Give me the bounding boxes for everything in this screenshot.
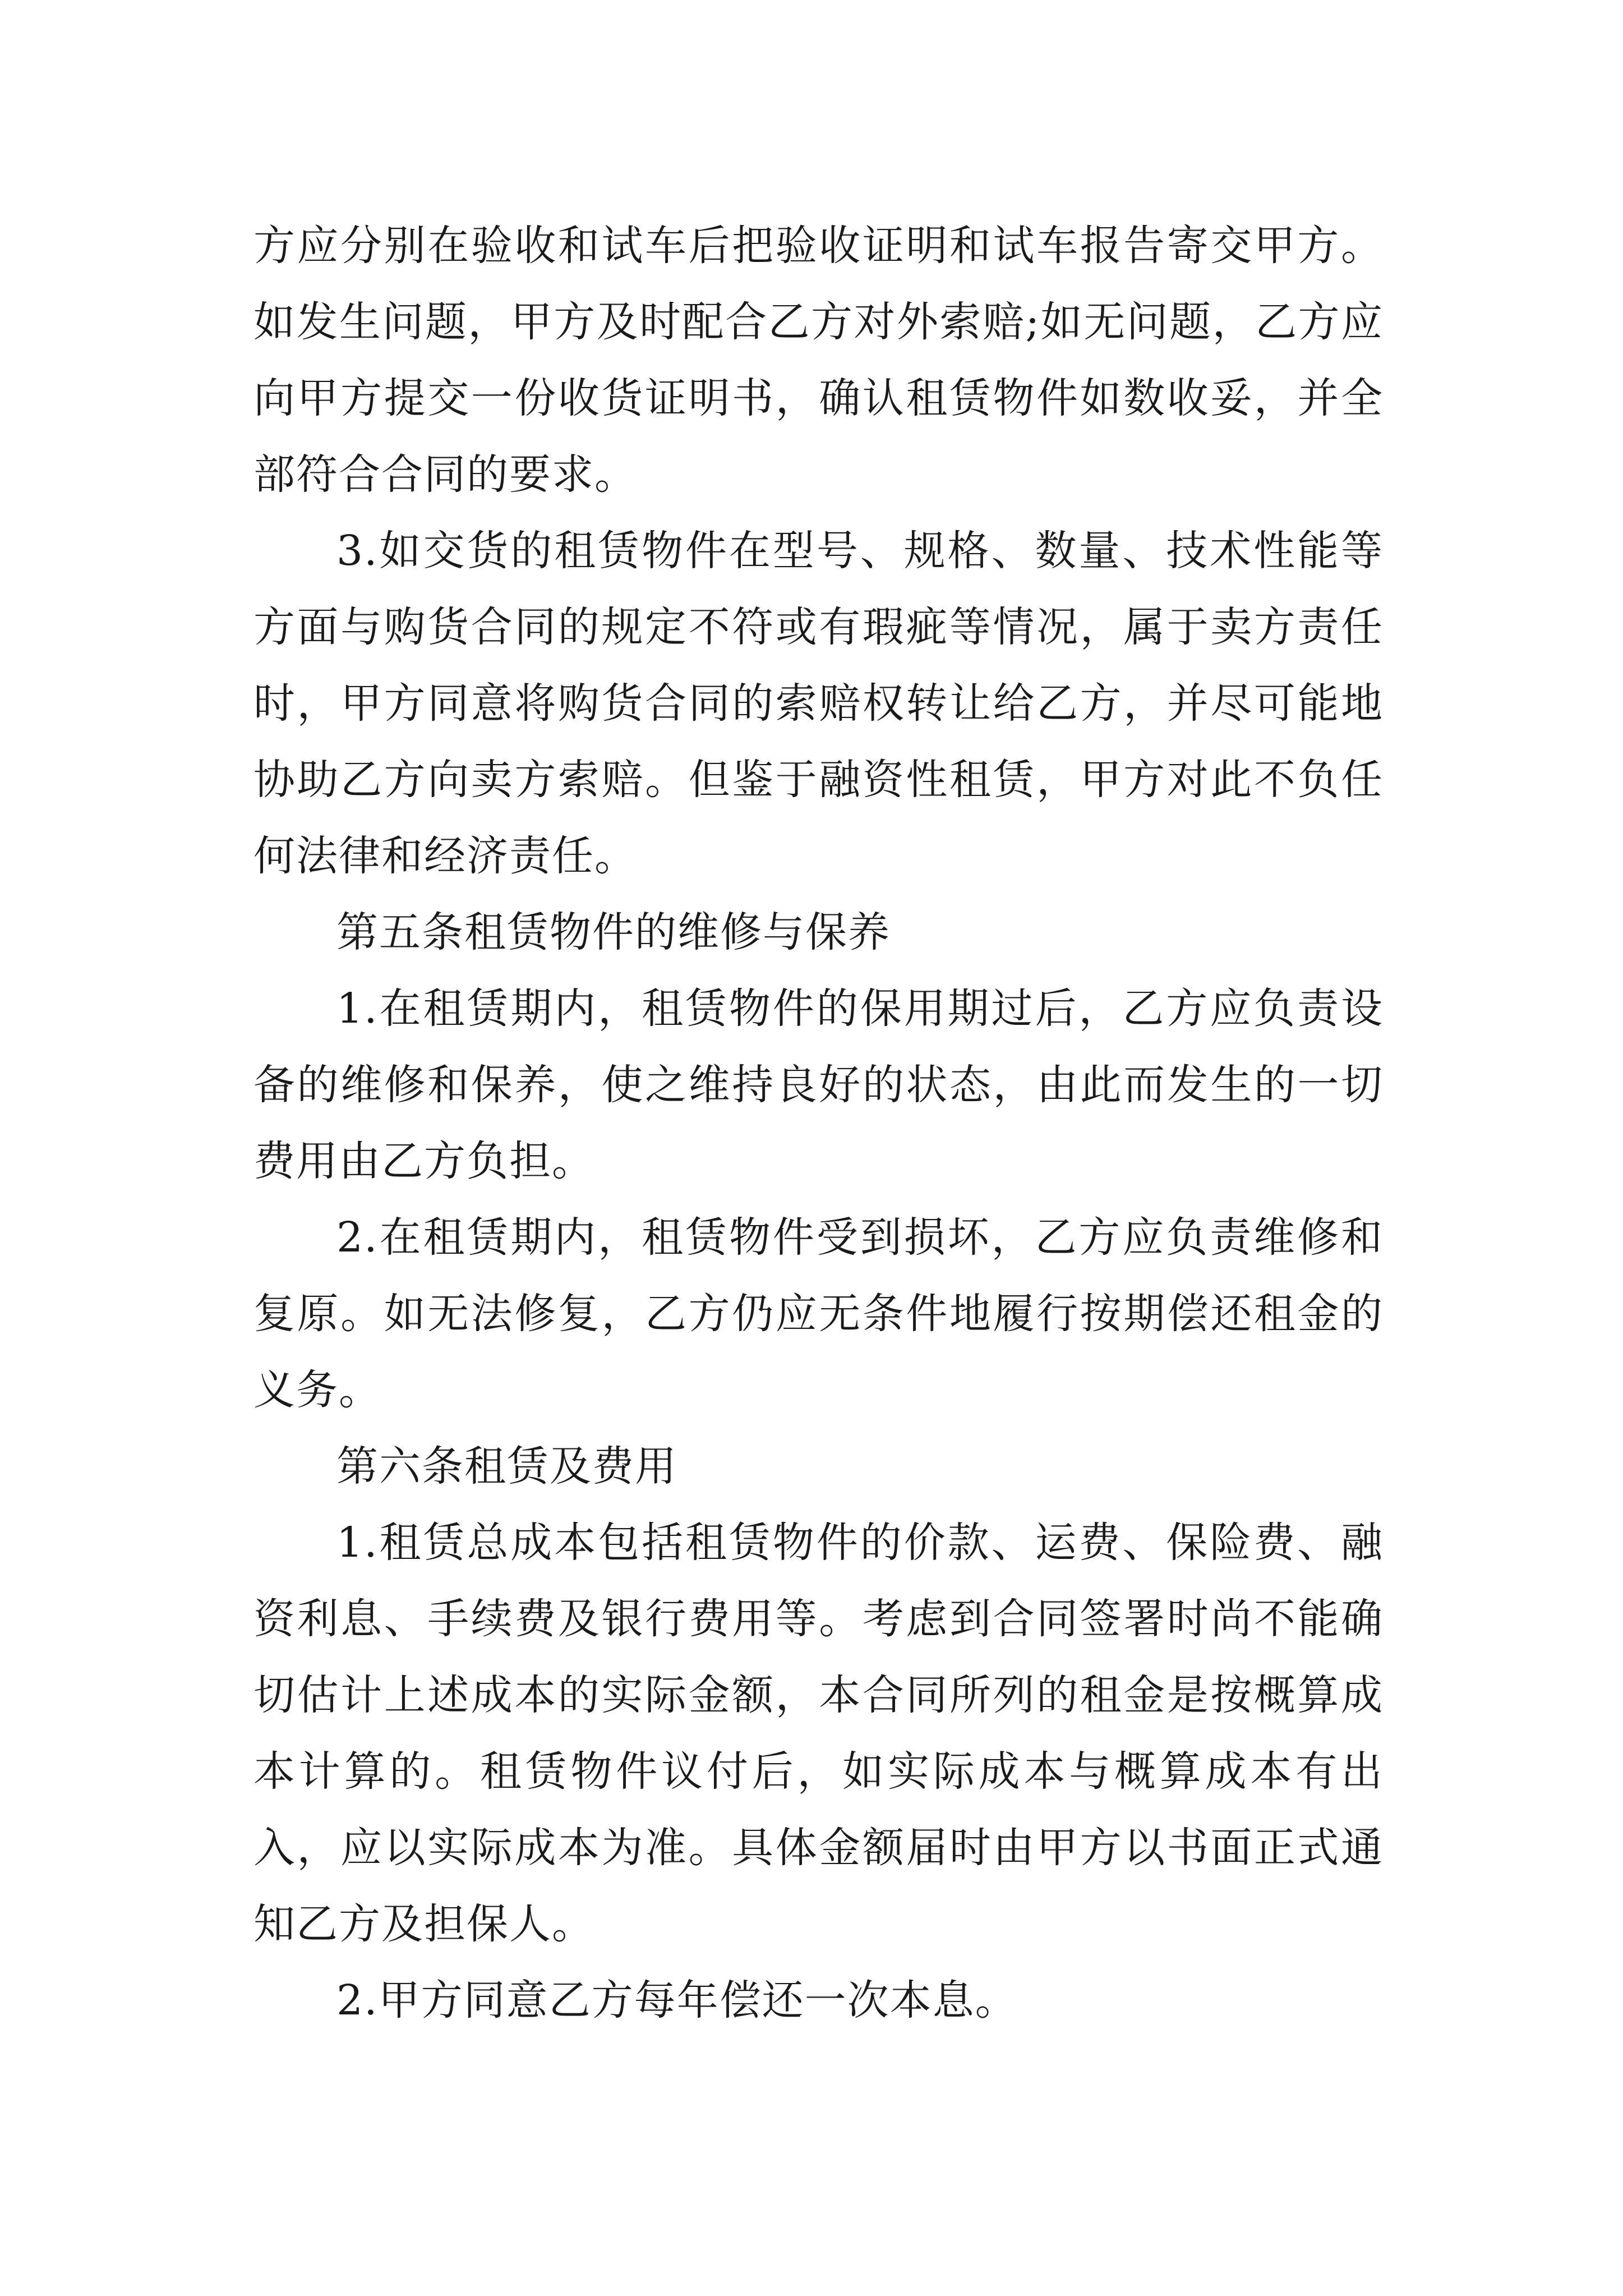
paragraph-article-6-item-1: 1.租赁总成本包括租赁物件的价款、运费、保险费、融资利息、手续费及银行费用等。考虑到合同签署时尚不能确切估计上述成本的实际金额，本合同所列的租金是按概算成本计算的。租赁物件议付后，如实际成本与概算成本有出入，应以实际成本为准。具体金额届时由甲方以书面正式通知乙方及担保人。 (253, 1519, 1384, 1948)
paragraph-acceptance-continuation: 方应分别在验收和试车后把验收证明和试车报告寄交甲方。如发生问题，甲方及时配合乙方对外索赔;如无问题，乙方应向甲方提交一份收货证明书，确认租赁物件如数收妥，并全部符合合同的要求。 (253, 222, 1384, 499)
paragraph-clause-4-item-3: 3.如交货的租赁物件在型号、规格、数量、技术性能等方面与购货合同的规定不符或有瑕疵等情况，属于卖方责任时，甲方同意将购货合同的索赔权转让给乙方，并尽可能地协助乙方向卖方索赔。但鉴于融资性租赁，甲方对此不负任何法律和经济责任。 (253, 527, 1384, 880)
heading-article-6: 第六条租赁及费用 (336, 1442, 677, 1490)
heading-article-5: 第五条租赁物件的维修与保养 (336, 908, 891, 956)
paragraph-article-5-item-1: 1.在租赁期内，租赁物件的保用期过后，乙方应负责设备的维修和保养，使之维持良好的状态，由此而发生的一切费用由乙方负担。 (253, 984, 1384, 1185)
paragraph-article-5-item-2: 2.在租赁期内，租赁物件受到损坏，乙方应负责维修和复原。如无法修复，乙方仍应无条件地履行按期偿还租金的义务。 (253, 1213, 1384, 1414)
paragraph-article-6-item-2: 2.甲方同意乙方每年偿还一次本息。 (336, 1976, 1018, 2024)
document-body (253, 208, 1384, 2039)
